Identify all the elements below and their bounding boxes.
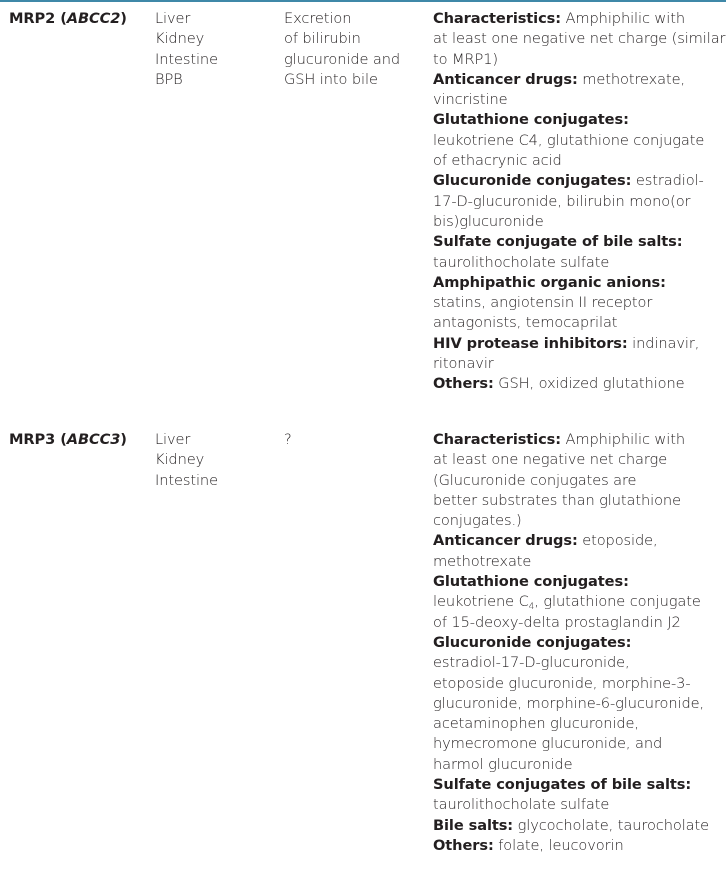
substrate-text: at least one negative net charge (similar xyxy=(433,30,726,48)
substrate-text: ritonavir xyxy=(433,355,494,373)
transporter-name: MRP3 xyxy=(9,431,56,448)
function-line: of bilirubin xyxy=(284,30,361,48)
substrate-text: estradiol-17-D-glucuronide, xyxy=(433,654,630,672)
substrate-text: acetaminophen glucuronide, xyxy=(433,715,639,733)
substrate-entry xyxy=(433,572,725,633)
function-cell xyxy=(284,430,424,450)
substrate-label: Others: xyxy=(433,375,494,393)
substrate-text: hymecromone glucuronide, and xyxy=(433,735,663,753)
transporter-name: MRP2 xyxy=(9,10,56,27)
substrate-text: methotrexate, xyxy=(577,70,686,88)
substrate-text: etoposide glucuronide, morphine-3- xyxy=(433,674,691,692)
tissue-cell xyxy=(155,9,275,90)
substrate-text: Amphiphilic with xyxy=(560,431,685,448)
substrate-label: Glucuronide conjugates: xyxy=(433,633,632,651)
substrate-entry xyxy=(433,273,725,334)
substrate-text: taurolithocholate sulfate xyxy=(433,253,610,271)
function-line: glucuronide and xyxy=(284,50,401,68)
tissue: Kidney xyxy=(155,451,205,469)
substrate-label: Characteristics: xyxy=(433,10,561,27)
substrate-text: better substrates than glutathione xyxy=(433,491,681,509)
substrate-text: harmol glucuronide xyxy=(433,755,573,773)
substrates-cell xyxy=(433,430,725,856)
substrate-text: indinavir, xyxy=(627,334,700,352)
substrate-entry xyxy=(433,633,725,775)
substrate-entry xyxy=(433,816,725,836)
table-row xyxy=(0,430,726,886)
tissue: BPB xyxy=(155,70,183,88)
tissue: Kidney xyxy=(155,30,205,48)
substrate-text: methotrexate xyxy=(433,552,532,570)
substrate-label: Glutathione conjugates: xyxy=(433,573,629,591)
substrates-cell xyxy=(433,9,725,395)
substrate-label: HIV protease inhibitors: xyxy=(433,334,628,352)
substrate-text: vincristine xyxy=(433,91,508,109)
substrate-label: Anticancer drugs: xyxy=(433,70,578,88)
substrate-text: estradiol- xyxy=(631,172,704,190)
substrate-label: Others: xyxy=(433,836,494,854)
substrate-text: glucuronide, morphine-6-glucuronide, xyxy=(433,694,705,712)
substrate-label: Bile salts: xyxy=(433,816,514,834)
transporter-gene: ABCC3 xyxy=(66,431,121,448)
substrate-entry xyxy=(433,775,725,816)
substrate-text: of 15-deoxy-delta prostaglandin J2 xyxy=(433,613,681,631)
substrate-text: 17-D-glucuronide, bilirubin mono(or xyxy=(433,192,691,210)
substrate-text: leukotriene C4, glutathione conjugate xyxy=(433,131,705,149)
substrate-text: (Glucuronide conjugates are xyxy=(433,471,637,489)
tissue: Liver xyxy=(155,431,191,448)
tissue: Liver xyxy=(155,10,191,27)
substrate-entry xyxy=(433,110,725,171)
substrate-text-leukotriene: leukotriene $C_4$, glutathione conjugate xyxy=(433,593,701,613)
substrate-text: folate, leucovorin xyxy=(493,836,624,854)
substrate-text: bis)glucuronide xyxy=(433,212,544,230)
substrate-text: at least one negative net charge xyxy=(433,451,668,469)
substrate-entry xyxy=(433,70,725,111)
substrate-text: conjugates.) xyxy=(433,512,522,530)
function-cell xyxy=(284,9,424,90)
transporter-cell: MRP3 (ABCC3) xyxy=(9,431,127,448)
transporter-cell: MRP2 (ABCC2) xyxy=(9,10,127,27)
substrate-label: Anticancer drugs: xyxy=(433,532,578,550)
substrate-entry xyxy=(433,374,725,394)
table-row xyxy=(0,9,726,430)
transporter-gene: ABCC2 xyxy=(66,10,121,27)
substrate-text: etoposide, xyxy=(577,532,658,550)
subscript-4: 4 xyxy=(528,602,535,613)
substrate-text: to MRP1) xyxy=(433,50,499,68)
substrate-entry xyxy=(433,232,725,273)
tissue: Intestine xyxy=(155,50,218,68)
function-line: Excretion xyxy=(284,10,352,27)
substrate-label: Characteristics: xyxy=(433,431,561,448)
function-line: ? xyxy=(284,431,292,448)
substrate-text: antagonists, temocaprilat xyxy=(433,314,618,332)
substrate-entry xyxy=(433,334,725,375)
substrate-label: Glutathione conjugates: xyxy=(433,111,629,129)
substrate-entry xyxy=(433,9,725,70)
function-line: GSH into bile xyxy=(284,70,378,88)
table-top-rule xyxy=(0,0,726,2)
substrate-text: glycocholate, taurocholate xyxy=(513,816,709,834)
substrate-text: of ethacrynic acid xyxy=(433,152,562,170)
tissue-cell xyxy=(155,430,275,491)
substrate-label: Sulfate conjugate of bile salts: xyxy=(433,233,683,251)
substrate-label: Sulfate conjugates of bile salts: xyxy=(433,776,692,794)
transporter-table xyxy=(0,9,726,886)
substrate-entry xyxy=(433,171,725,232)
substrate-text: Amphiphilic with xyxy=(560,10,685,27)
tissue: Intestine xyxy=(155,471,218,489)
substrate-entry xyxy=(433,531,725,572)
substrate-entry xyxy=(433,430,725,531)
substrate-label: Amphipathic organic anions: xyxy=(433,273,666,291)
substrate-entry xyxy=(433,836,725,856)
substrate-text: taurolithocholate sulfate xyxy=(433,796,610,814)
substrate-text: statins, angiotensin II receptor xyxy=(433,294,653,312)
substrate-label: Glucuronide conjugates: xyxy=(433,172,632,190)
substrate-text: GSH, oxidized glutathione xyxy=(493,375,685,393)
